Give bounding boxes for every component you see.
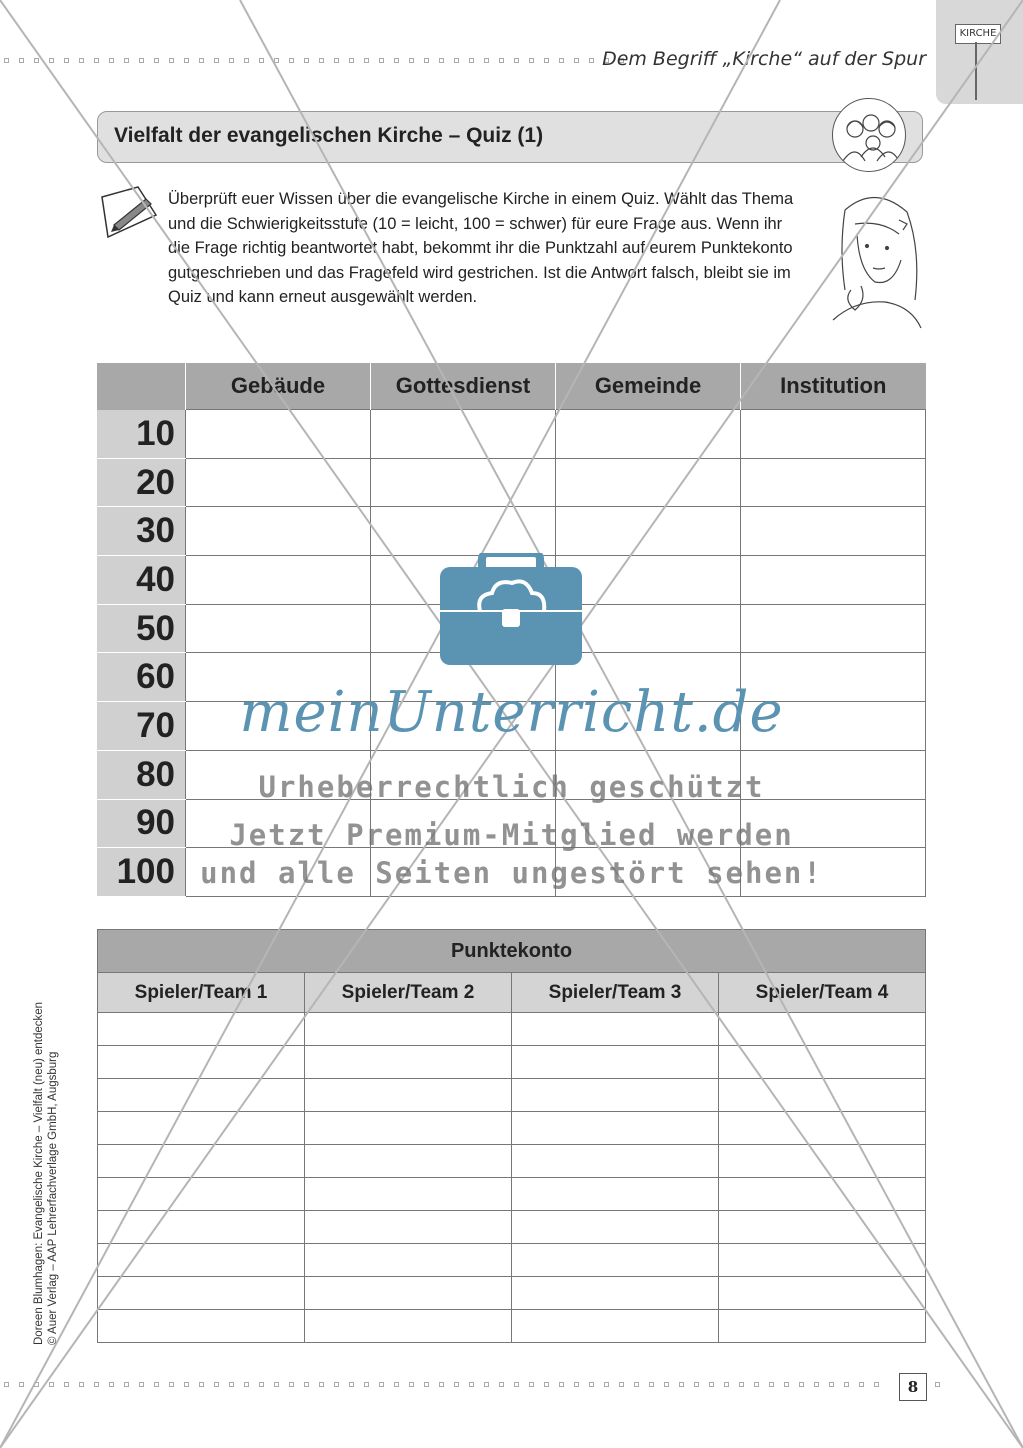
score-cell[interactable]	[305, 1013, 512, 1046]
quiz-cell[interactable]	[556, 458, 741, 507]
score-cell[interactable]	[719, 1244, 926, 1277]
score-column-header: Spieler/Team 3	[512, 973, 719, 1013]
top-dotted-rule	[4, 58, 632, 64]
quiz-column-header: Institution	[741, 363, 926, 410]
score-cell[interactable]	[98, 1046, 305, 1079]
children-illustration-icon	[832, 98, 906, 172]
score-cell[interactable]	[305, 1046, 512, 1079]
quiz-column-header: Gemeinde	[556, 363, 741, 410]
score-cell[interactable]	[98, 1112, 305, 1145]
score-cell[interactable]	[305, 1277, 512, 1310]
score-cell[interactable]	[98, 1178, 305, 1211]
quiz-cell[interactable]	[741, 556, 926, 605]
score-row	[98, 1112, 926, 1145]
quiz-level: 20	[97, 458, 186, 507]
score-cell[interactable]	[719, 1277, 926, 1310]
score-cell[interactable]	[98, 1211, 305, 1244]
chapter-title: Dem Begriff „Kirche“ auf der Spur	[602, 48, 926, 70]
thinking-girl-icon	[815, 190, 925, 330]
score-cell[interactable]	[512, 1013, 719, 1046]
quiz-cell[interactable]	[371, 410, 556, 459]
sign-post	[975, 42, 977, 100]
score-cell[interactable]	[719, 1079, 926, 1112]
quiz-cell[interactable]	[741, 507, 926, 556]
score-row	[98, 1145, 926, 1178]
score-cell[interactable]	[305, 1211, 512, 1244]
score-cell[interactable]	[512, 1046, 719, 1079]
score-cell[interactable]	[719, 1211, 926, 1244]
score-row	[98, 1211, 926, 1244]
score-cell[interactable]	[719, 1013, 926, 1046]
quiz-level: 100	[97, 848, 186, 897]
quiz-level: 40	[97, 556, 186, 605]
credit-line-1: Doreen Blumhagen: Evangelische Kirche – Vielfalt (neu) entdecken	[33, 1001, 45, 1345]
score-cell[interactable]	[512, 1145, 719, 1178]
score-cell[interactable]	[98, 1145, 305, 1178]
pencil-paper-icon	[98, 185, 160, 243]
score-cell[interactable]	[512, 1277, 719, 1310]
score-cell[interactable]	[305, 1178, 512, 1211]
score-column-header: Spieler/Team 4	[719, 973, 926, 1013]
quiz-cell[interactable]	[741, 410, 926, 459]
score-cell[interactable]	[512, 1112, 719, 1145]
quiz-level: 50	[97, 604, 186, 653]
copyright-credit	[32, 1002, 60, 1345]
quiz-level: 10	[97, 410, 186, 459]
quiz-cell[interactable]	[741, 458, 926, 507]
watermark-line-1: Urheberrechtlich geschützt	[258, 770, 765, 804]
quiz-cell[interactable]	[186, 604, 371, 653]
score-column-header: Spieler/Team 2	[305, 973, 512, 1013]
score-row	[98, 1310, 926, 1343]
quiz-level: 90	[97, 799, 186, 848]
score-title: Punktekonto	[98, 930, 926, 973]
score-cell[interactable]	[98, 1310, 305, 1343]
quiz-cell[interactable]	[371, 458, 556, 507]
quiz-row	[97, 410, 926, 459]
watermark-logo: meinUnterricht.de	[239, 680, 784, 745]
score-cell[interactable]	[719, 1046, 926, 1079]
score-cell[interactable]	[719, 1112, 926, 1145]
score-table	[97, 929, 926, 1343]
score-cell[interactable]	[305, 1112, 512, 1145]
score-row	[98, 1079, 926, 1112]
bottom-dotted-rule	[4, 1382, 892, 1388]
score-cell[interactable]	[98, 1277, 305, 1310]
score-cell[interactable]	[305, 1079, 512, 1112]
score-row	[98, 1046, 926, 1079]
kirche-sign: KIRCHE	[955, 24, 1001, 44]
score-cell[interactable]	[305, 1310, 512, 1343]
score-cell[interactable]	[98, 1244, 305, 1277]
instructions-text: Überprüft euer Wissen über die evangelische Kirche in einem Quiz. Wählt das Thema und die Schwierigkeitsstufe (10 = leicht, 100 = schwer) für eure Frage aus. Wenn ihr die Frage richtig beantwortet habt, bekommt ihr die Punktzahl auf eurem Punktekonto gutgeschrieben und das Fragefeld wird gestrichen. Ist die Antwort falsch, bleibt sie im Quiz und kann erneut ausgewählt werden.	[168, 190, 794, 306]
quiz-cell[interactable]	[556, 410, 741, 459]
score-cell[interactable]	[305, 1244, 512, 1277]
quiz-cell[interactable]	[371, 507, 556, 556]
watermark-line-2: Jetzt Premium-Mitglied werden	[229, 818, 794, 852]
quiz-cell[interactable]	[186, 458, 371, 507]
quiz-cell[interactable]	[556, 556, 741, 605]
score-column-header: Spieler/Team 1	[98, 973, 305, 1013]
score-row	[98, 1277, 926, 1310]
score-row	[98, 1013, 926, 1046]
score-cell[interactable]	[512, 1079, 719, 1112]
score-cell[interactable]	[98, 1013, 305, 1046]
score-cell[interactable]	[719, 1145, 926, 1178]
quiz-row	[97, 458, 926, 507]
bottom-dotted-rule-end	[935, 1382, 947, 1388]
quiz-level: 60	[97, 653, 186, 702]
score-cell[interactable]	[512, 1178, 719, 1211]
chapter-tab	[936, 0, 1023, 104]
score-cell[interactable]	[98, 1079, 305, 1112]
score-cell[interactable]	[305, 1145, 512, 1178]
quiz-row	[97, 507, 926, 556]
score-row	[98, 1244, 926, 1277]
quiz-level: 80	[97, 750, 186, 799]
score-row	[98, 1178, 926, 1211]
quiz-cell[interactable]	[186, 556, 371, 605]
score-cell[interactable]	[512, 1310, 719, 1343]
quiz-level: 70	[97, 702, 186, 751]
score-cell[interactable]	[512, 1244, 719, 1277]
quiz-column-header: Gebäude	[186, 363, 371, 410]
quiz-cell[interactable]	[556, 507, 741, 556]
watermark-briefcase-icon	[440, 553, 582, 665]
page-number: 8	[899, 1373, 927, 1401]
quiz-level: 30	[97, 507, 186, 556]
credit-line-2: © Auer Verlag – AAP Lehrerfachverlage GmbH, Augsburg	[47, 1051, 59, 1345]
score-cell[interactable]	[719, 1310, 926, 1343]
watermark-line-3: und alle Seiten ungestört sehen!	[200, 856, 823, 890]
quiz-column-header: Gottesdienst	[371, 363, 556, 410]
score-cell[interactable]	[512, 1211, 719, 1244]
quiz-corner-cell	[97, 363, 186, 410]
quiz-cell[interactable]	[186, 507, 371, 556]
quiz-cell[interactable]	[556, 604, 741, 653]
quiz-cell[interactable]	[186, 410, 371, 459]
quiz-cell[interactable]	[741, 604, 926, 653]
score-cell[interactable]	[719, 1178, 926, 1211]
page-title: Vielfalt der evangelischen Kirche – Quiz (1)	[114, 124, 544, 147]
